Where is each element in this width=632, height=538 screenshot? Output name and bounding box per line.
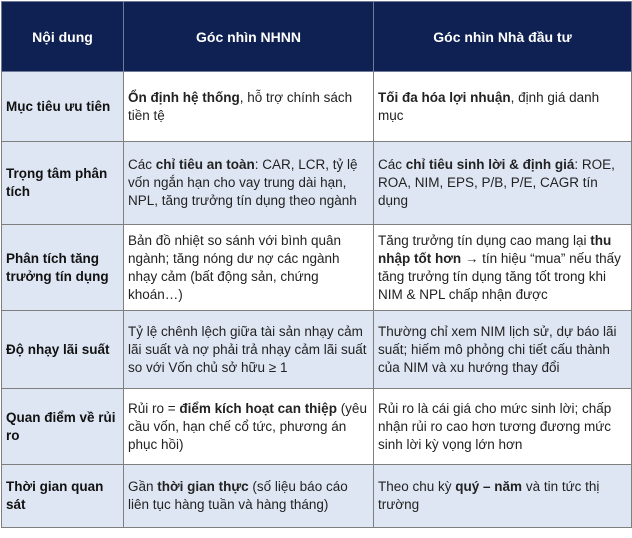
row-label: Trọng tâm phân tích [2,142,124,225]
table-row [2,72,632,142]
row-label: Quan điểm về rủi ro [2,389,124,465]
investor-cell: Theo chu kỳ quý – năm và tin tức thị trường [374,465,632,528]
investor-cell: Thường chỉ xem NIM lịch sử, dự báo lãi suất; hiếm mô phỏng chi tiết cấu thành của NIM và xu hướng thay đổi [374,311,632,389]
nhnn-cell: Ổn định hệ thống, hỗ trợ chính sách tiền tệ [124,72,374,142]
header-row [2,2,632,72]
nhnn-cell: Gần thời gian thực (số liệu báo cáo liên tục hàng tuần và hàng tháng) [124,465,374,528]
row-label: Phân tích tăng trưởng tín dụng [2,225,124,311]
row-label: Mục tiêu ưu tiên [2,72,124,142]
nhnn-cell: Tỷ lệ chênh lệch giữa tài sản nhạy cảm lãi suất và nợ phải trả nhạy cảm lãi suất so với Vốn chủ sở hữu ≥ 1 [124,311,374,389]
investor-cell: Tăng trưởng tín dụng cao mang lại thu nhập tốt hơn → tín hiệu “mua” nếu thấy tăng trưởng tín dụng tăng tốt trong khi NIM & NPL chấp nhận được [374,225,632,311]
table-row [2,389,632,465]
investor-cell: Các chỉ tiêu sinh lời & định giá: ROE, ROA, NIM, EPS, P/B, P/E, CAGR tín dụng [374,142,632,225]
table-row [2,142,632,225]
table-row [2,311,632,389]
row-label: Thời gian quan sát [2,465,124,528]
header-content: Nội dung [2,2,124,72]
comparison-table [1,1,632,528]
nhnn-cell: Các chỉ tiêu an toàn: CAR, LCR, tỷ lệ vốn ngắn hạn cho vay trung dài hạn, NPL, tăng trưởng tín dụng theo ngành [124,142,374,225]
nhnn-cell: Bản đồ nhiệt so sánh với bình quân ngành; tăng nóng dư nợ các ngành nhạy cảm (bất động sản, chứng khoán…) [124,225,374,311]
table-row [2,465,632,528]
header-investor: Góc nhìn Nhà đầu tư [374,2,632,72]
table-row [2,225,632,311]
investor-cell: Tối đa hóa lợi nhuận, định giá danh mục [374,72,632,142]
header-nhnn: Góc nhìn NHNN [124,2,374,72]
nhnn-cell: Rủi ro = điểm kích hoạt can thiệp (yêu cầu vốn, hạn chế cổ tức, phương án phục hồi) [124,389,374,465]
investor-cell: Rủi ro là cái giá cho mức sinh lời; chấp nhận rủi ro cao hơn tương đương mức sinh lời kỳ vọng lớn hơn [374,389,632,465]
row-label: Độ nhạy lãi suất [2,311,124,389]
